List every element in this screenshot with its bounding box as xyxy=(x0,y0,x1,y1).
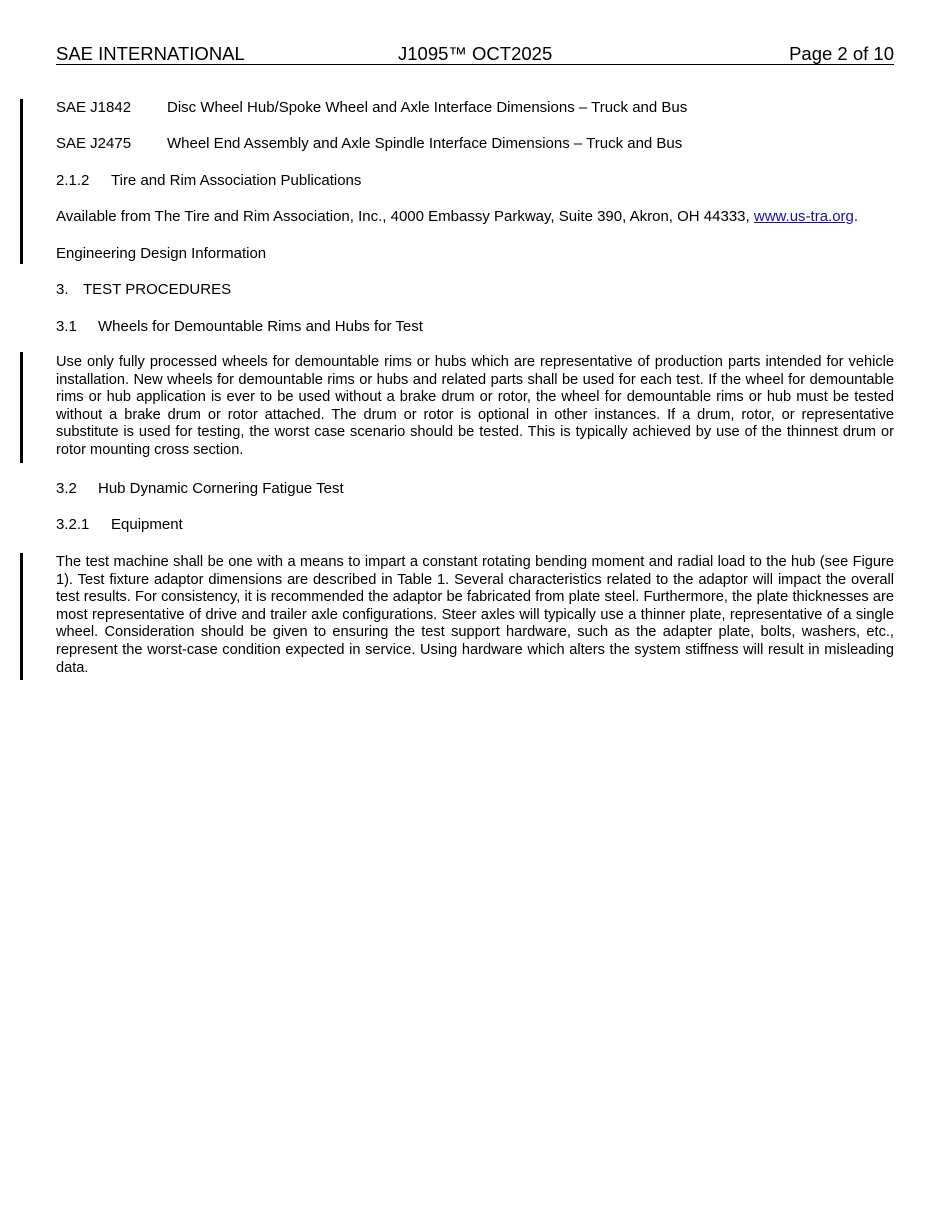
reference-row xyxy=(56,99,894,117)
availability-period: . xyxy=(853,208,859,225)
header-page-number: Page 2 of 10 xyxy=(789,43,894,64)
section-heading-2-1-2 xyxy=(56,172,361,190)
section-3-1-body: Use only fully processed wheels for demountable rims or hubs which are representative of production parts intended for vehicle installation. New wheels for demountable rims or hubs and related parts shall be used for each test. If the wheel for demountable rims or hub application is ever to be used without a brake drum or rotor, the wheel for demountable rims or hub must be tested without a brake drum or rotor attached. The drum or rotor is optional in other instances. If a drum, rotor, or representative substitute is used for testing, the worst case scenario should be tested. This is typically achieved by use of the thinnest drum or rotor mounting cross section. xyxy=(56,354,894,458)
availability-text xyxy=(56,208,858,226)
section-heading-3-2 xyxy=(56,480,344,498)
section-heading-3 xyxy=(56,281,231,299)
availability-statement: Available from The Tire and Rim Association, Inc., 4000 Embassy Parkway, Suite 390, Akron, OH 44333, xyxy=(56,208,754,225)
section-heading-3-1 xyxy=(56,318,423,336)
change-bar xyxy=(20,553,23,680)
page-header xyxy=(56,44,894,65)
header-document-id: J1095™ OCT2025 xyxy=(398,43,553,64)
tra-website-link[interactable]: www.us-tra.org xyxy=(753,208,854,225)
change-bar xyxy=(20,352,23,463)
section-number: 3.1 xyxy=(56,318,77,335)
reference-code: SAE J1842 xyxy=(56,99,132,116)
reference-code: SAE J2475 xyxy=(56,135,132,152)
section-title: Equipment xyxy=(111,516,183,533)
header-organization: SAE INTERNATIONAL xyxy=(56,43,245,64)
section-3-2-1-body: The test machine shall be one with a means to impart a constant rotating bending moment and radial load to the hub (see Figure 1). Test fixture adaptor dimensions are described in Table 1. Several characteristics related to the adaptor will impact the overall test results. For consistency, it is recommended the adaptor be fabricated from plate steel. Furthermore, the plate thicknesses are most representative of drive and trailer axle configurations. Steer axles will typically use a thinner plate, representative of a single wheel. Consideration should be given to ensuring the test support hardware, such as the adapter plate, bolts, washers, etc., represent the worst-case condition expected in service. Using hardware which alters the system stiffness will result in misleading data. xyxy=(56,554,894,676)
section-number: 3. xyxy=(56,281,69,298)
reference-title: Wheel End Assembly and Axle Spindle Interface Dimensions – Truck and Bus xyxy=(167,135,683,152)
reference-row xyxy=(56,135,894,153)
reference-title: Disc Wheel Hub/Spoke Wheel and Axle Interface Dimensions – Truck and Bus xyxy=(167,99,688,116)
section-title: Tire and Rim Association Publications xyxy=(111,172,362,189)
section-number: 2.1.2 xyxy=(56,172,90,189)
section-number: 3.2.1 xyxy=(56,516,90,533)
publication-item: Engineering Design Information xyxy=(56,245,267,262)
section-number: 3.2 xyxy=(56,480,77,497)
change-bar xyxy=(20,99,23,264)
section-title: TEST PROCEDURES xyxy=(83,281,232,298)
section-title: Wheels for Demountable Rims and Hubs for Test xyxy=(98,318,423,335)
section-title: Hub Dynamic Cornering Fatigue Test xyxy=(98,480,344,497)
section-heading-3-2-1 xyxy=(56,516,183,534)
